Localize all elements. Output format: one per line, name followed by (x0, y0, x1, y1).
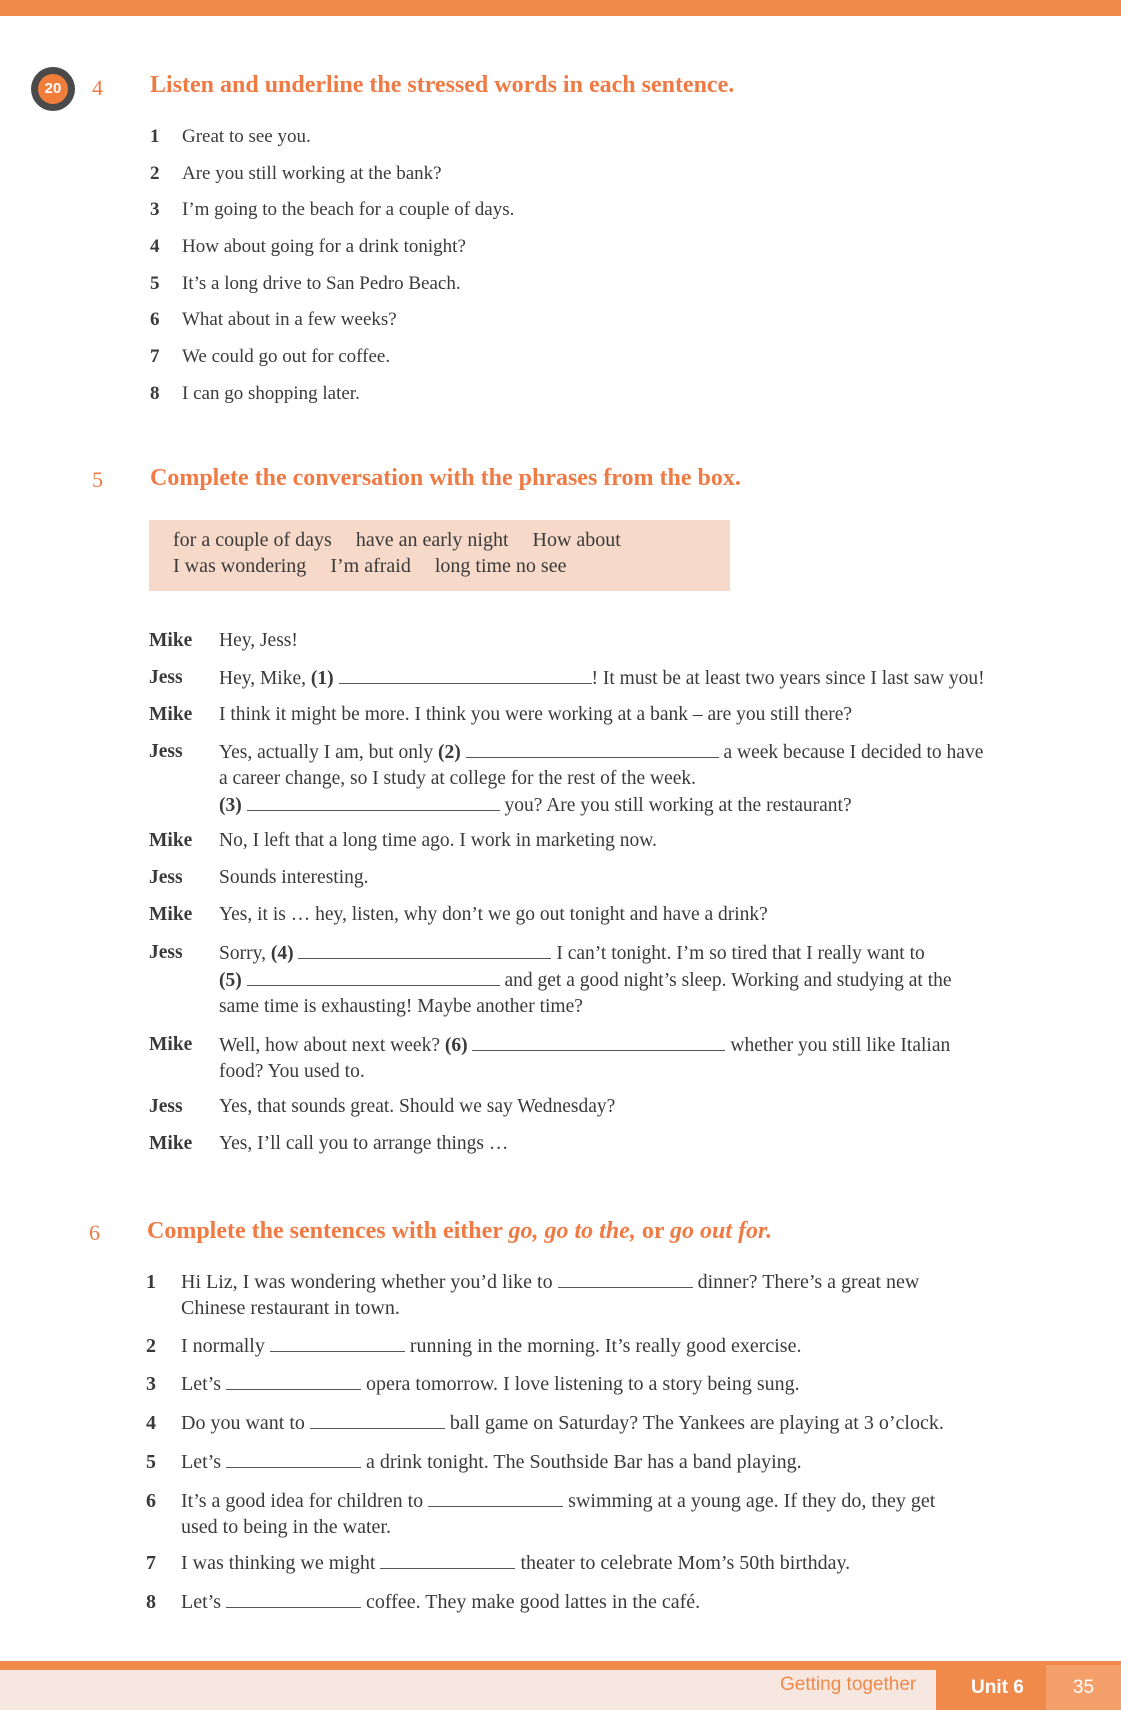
speaker-name: Mike (149, 1133, 193, 1154)
dialogue-text: Well, how about next week? (6) whether you still like Italian food? You used to. (219, 1032, 1121, 1085)
dialogue-text: Hey, Mike, (1) ! It must be at least two years since I last saw you! (219, 665, 1121, 692)
speaker-name: Mike (149, 630, 193, 651)
exercise-6-number: 6 (89, 1220, 100, 1245)
gap-number: (3) (219, 795, 242, 816)
top-color-bar (0, 0, 1121, 16)
answer-blank[interactable] (472, 1032, 725, 1051)
speaker-name: Mike (149, 904, 193, 925)
gap-number: (6) (444, 1035, 468, 1056)
exercise-4-title: Listen and underline the stressed words in each sentence. (150, 72, 735, 98)
answer-blank[interactable] (380, 1550, 515, 1569)
speaker-name: Jess (149, 942, 183, 963)
phrase: How about (532, 529, 621, 551)
page-number: 35 (1046, 1665, 1121, 1710)
gap-number: (1) (310, 668, 334, 689)
answer-blank[interactable] (298, 940, 551, 959)
answer-blank[interactable] (310, 1410, 445, 1429)
exercise-4-number: 4 (92, 75, 103, 100)
speaker-name: Jess (149, 741, 183, 762)
dialogue-text: Yes, actually I am, but only (2) a week because I decided to have a career change, so I study at college for the rest of the week. (3) you? Are you still working at the restaurant? (219, 739, 1121, 819)
answer-blank[interactable] (339, 665, 592, 684)
speaker-name: Jess (149, 667, 183, 688)
answer-blank[interactable] (247, 967, 500, 986)
answer-blank[interactable] (226, 1371, 361, 1390)
gap-number: (4) (270, 943, 294, 964)
phrase: I’m afraid (330, 555, 411, 577)
footer-section-title: Getting together (780, 1674, 917, 1695)
answer-blank[interactable] (270, 1333, 405, 1352)
dialogue-text: Sounds interesting. (219, 867, 369, 888)
gap-number: (5) (219, 970, 242, 991)
dialogue-text: No, I left that a long time ago. I work in marketing now. (219, 830, 657, 851)
dialogue-text: Hey, Jess! (219, 630, 298, 651)
dialogue-text: Yes, I’ll call you to arrange things … (219, 1133, 509, 1154)
phrase-box-row (173, 555, 590, 578)
answer-blank[interactable] (247, 792, 500, 811)
exercise-6-title: Complete the sentences with either go, go to the, or go out for. (147, 1218, 773, 1244)
answer-blank[interactable] (428, 1488, 563, 1507)
audio-track-badge[interactable] (31, 67, 75, 111)
answer-blank[interactable] (226, 1449, 361, 1468)
speaker-name: Mike (149, 704, 193, 725)
phrase: I was wondering (173, 555, 307, 577)
answer-blank[interactable] (226, 1589, 361, 1608)
speaker-name: Mike (149, 830, 193, 851)
exercise-5-number: 5 (92, 467, 103, 492)
answer-blank[interactable] (558, 1269, 693, 1288)
speaker-name: Jess (149, 1096, 183, 1117)
dialogue-text: Yes, that sounds great. Should we say Wednesday? (219, 1096, 616, 1117)
phrase: have an early night (355, 529, 509, 551)
dialogue-text: I think it might be more. I think you were working at a bank – are you still there? (219, 704, 853, 725)
exercise-5-title: Complete the conversation with the phrases from the box. (150, 465, 741, 491)
dialogue-text: Sorry, (4) I can’t tonight. I’m so tired that I really want to (5) and get a good night’s sleep. Working and studying at the same time is exhausting! Maybe another time? (219, 940, 1121, 1020)
phrase-box-row (173, 529, 645, 552)
audio-track-number: 20 (38, 74, 68, 104)
dialogue-text: Yes, it is … hey, listen, why don’t we go out tonight and have a drink? (219, 904, 768, 925)
phrase: long time no see (434, 555, 567, 577)
footer-unit-label: Unit 6 (936, 1665, 1046, 1710)
phrase: for a couple of days (173, 529, 332, 551)
phrase-box (149, 520, 730, 591)
speaker-name: Jess (149, 867, 183, 888)
speaker-name: Mike (149, 1034, 193, 1055)
answer-blank[interactable] (466, 739, 719, 758)
gap-number: (2) (438, 742, 461, 763)
